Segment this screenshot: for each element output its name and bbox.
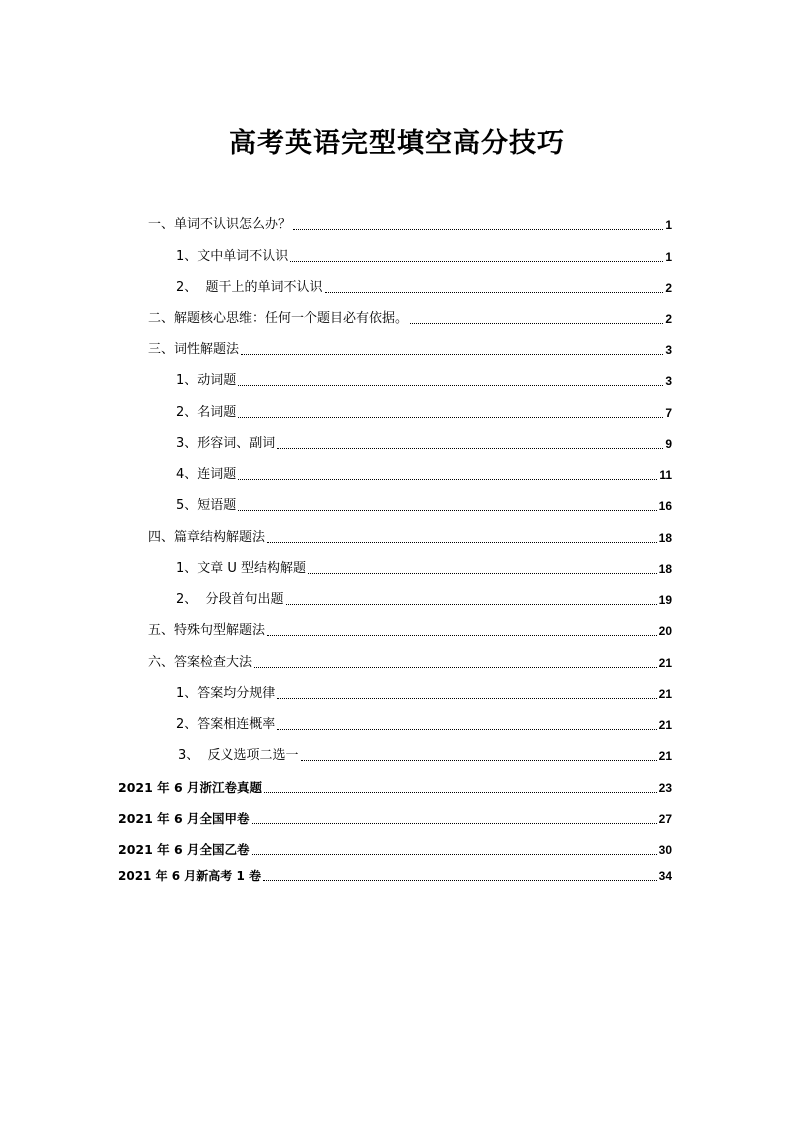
toc-entry[interactable] — [176, 279, 672, 297]
toc-entry-text: 2、名词题 — [176, 405, 237, 420]
toc-page-number: 2 — [665, 312, 672, 326]
toc-entry-text: 三、词性解题法 — [148, 342, 240, 357]
toc-page-number: 21 — [658, 656, 672, 670]
toc-entry[interactable] — [148, 310, 672, 328]
toc-entry-text: 二、解题核心思维：任何一个题目必有依据。 — [148, 311, 409, 326]
toc-page-number: 21 — [658, 687, 672, 701]
toc-page-number: 3 — [665, 374, 672, 388]
toc-page-number: 18 — [658, 531, 672, 545]
toc-entry[interactable] — [148, 216, 672, 234]
toc-leader-dots — [410, 323, 663, 324]
toc-entry-text: 2021 年 6 月浙江卷真题 — [118, 780, 263, 795]
toc-entry-text: 1、文章 U 型结构解题 — [176, 561, 307, 576]
toc-page-number: 21 — [658, 718, 672, 732]
toc-entry[interactable] — [118, 779, 672, 797]
toc-leader-dots — [325, 292, 664, 293]
toc-entry-text: 一、单词不认识怎么办？ — [148, 217, 292, 232]
toc-entry-text: 五、特殊句型解题法 — [148, 623, 266, 638]
toc-entry[interactable] — [176, 435, 672, 453]
toc-leader-dots — [254, 667, 657, 668]
toc-leader-dots — [277, 729, 656, 730]
toc-entry[interactable] — [148, 654, 672, 672]
toc-page-number: 27 — [658, 812, 672, 826]
toc-entry[interactable] — [118, 841, 672, 859]
toc-entry[interactable] — [148, 341, 672, 359]
toc-page-number: 3 — [665, 343, 672, 357]
toc-entry[interactable] — [176, 685, 672, 703]
toc-entry[interactable] — [176, 404, 672, 422]
toc-leader-dots — [267, 542, 657, 543]
toc-leader-dots — [238, 385, 663, 386]
toc-page-number: 11 — [659, 468, 672, 482]
toc-entry-text: 2、 分段首句出题 — [176, 592, 284, 607]
toc-entry-text: 3、 反义选项二选一 — [178, 748, 299, 763]
toc-leader-dots — [241, 354, 663, 355]
toc-leader-dots — [252, 854, 657, 855]
toc-page-number: 20 — [658, 624, 672, 638]
toc-leader-dots — [238, 479, 657, 480]
toc-entry[interactable] — [176, 497, 672, 515]
toc-entry-text: 4、连词题 — [176, 467, 237, 482]
toc-leader-dots — [301, 760, 657, 761]
toc-leader-dots — [238, 417, 663, 418]
toc-entry[interactable] — [178, 747, 672, 765]
toc-entry[interactable] — [176, 591, 672, 609]
toc-page-number: 21 — [658, 749, 672, 763]
toc-leader-dots — [238, 510, 656, 511]
toc-page-number: 16 — [658, 499, 672, 513]
toc-entry-text: 六、答案检查大法 — [148, 655, 253, 670]
toc-leader-dots — [277, 698, 656, 699]
toc-entry-text: 2、答案相连概率 — [176, 717, 276, 732]
toc-page-number: 9 — [665, 437, 672, 451]
toc-leader-dots — [252, 823, 657, 824]
toc-leader-dots — [263, 880, 657, 881]
toc-page-number: 30 — [658, 843, 672, 857]
toc-entry-text: 3、形容词、副词 — [176, 436, 276, 451]
toc-page-number: 19 — [658, 593, 672, 607]
toc-leader-dots — [267, 635, 657, 636]
toc-entry[interactable] — [176, 560, 672, 578]
document-title: 高考英语完型填空高分技巧 — [229, 128, 565, 159]
toc-entry-text: 四、篇章结构解题法 — [148, 530, 266, 545]
toc-page-number: 1 — [665, 218, 672, 232]
toc-entry[interactable] — [118, 810, 672, 828]
toc-page-number: 23 — [658, 781, 672, 795]
toc-leader-dots — [293, 229, 663, 230]
toc-leader-dots — [308, 573, 657, 574]
toc-page-number: 2 — [665, 281, 672, 295]
toc-entry[interactable] — [148, 622, 672, 640]
toc-entry[interactable] — [176, 372, 672, 390]
toc-entry-text: 2021 年 6 月全国乙卷 — [118, 842, 250, 857]
toc-leader-dots — [277, 448, 663, 449]
toc-entry-text: 2021 年 6 月全国甲卷 — [118, 811, 250, 826]
toc-page-number: 34 — [658, 869, 672, 883]
toc-leader-dots — [286, 604, 657, 605]
toc-page-number: 1 — [665, 250, 672, 264]
toc-entry-text: 1、动词题 — [176, 373, 237, 388]
toc-entry-text: 2021 年 6 月新高考 1 卷 — [118, 869, 261, 883]
toc-entry[interactable] — [118, 867, 672, 885]
toc-leader-dots — [264, 792, 657, 793]
toc-entry-text: 1、文中单词不认识 — [176, 249, 289, 264]
toc-entry[interactable] — [176, 466, 672, 484]
toc-entry-text: 1、答案均分规律 — [176, 686, 276, 701]
toc-entry-text: 5、短语题 — [176, 498, 237, 513]
toc-entry-text: 2、 题干上的单词不认识 — [176, 280, 323, 295]
toc-page-number: 18 — [658, 562, 672, 576]
toc-entry[interactable] — [176, 716, 672, 734]
toc-page-number: 7 — [665, 406, 672, 420]
toc-entry[interactable] — [176, 248, 672, 266]
toc-leader-dots — [290, 261, 663, 262]
toc-entry[interactable] — [148, 529, 672, 547]
